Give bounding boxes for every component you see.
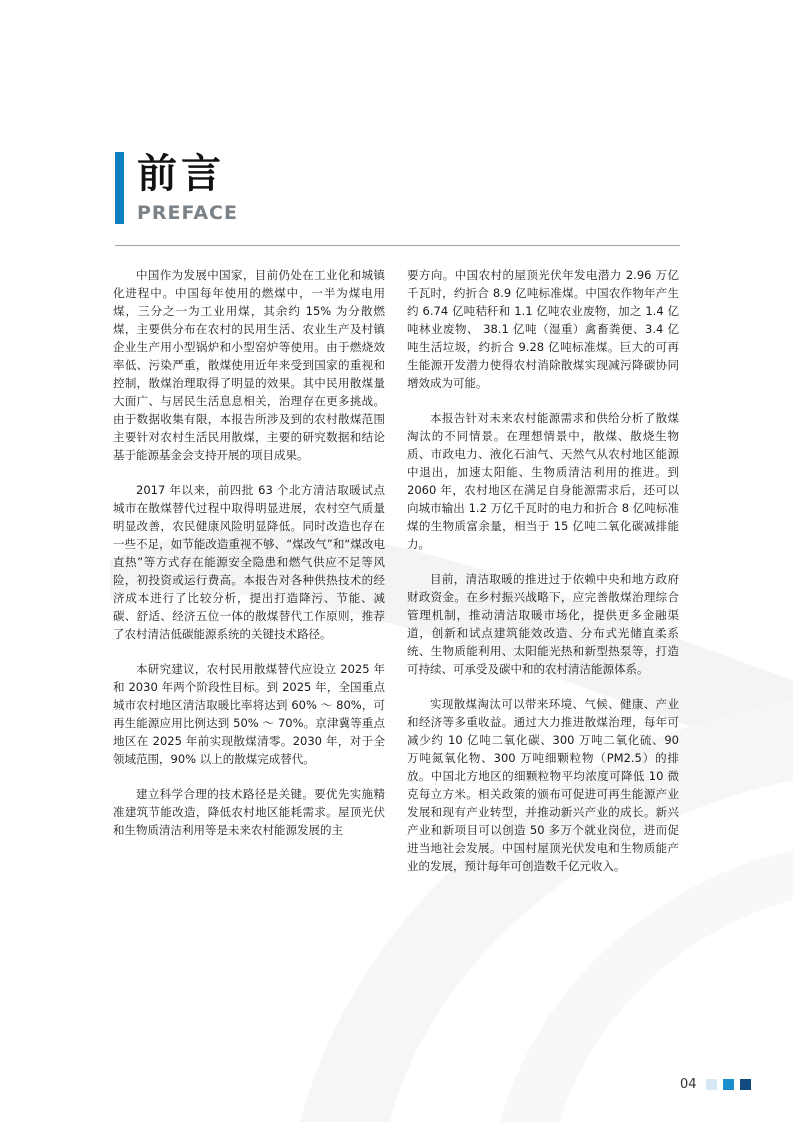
paragraph: 实现散煤淘汰可以带来环境、气候、健康、产业和经济等多重收益。通过大力推进散煤治理，每年可减少约 10 亿吨二氧化碳、300 万吨二氧化硫、90 万吨氮氧化物、300 万吨细颗粒物（PM2.5）的排放。中国北方地区的细颗粒物平均浓度可降低 10 微克每立方米。相关政策的颁布可促进可再生能源产业发展和现有产业转型，并推动新兴产业的成长。新兴产业和新项目可以创造 50 多万个就业岗位，进而促进当地社会发展。中国村屋顶光伏发电和生物质能产业的发展，预计每年可创造数千亿元收入。 (407, 697, 679, 873)
paragraph: 本研究建议，农村民用散煤替代应设立 2025 年和 2030 年两个阶段性目标。到 2025 年，全国重点城市农村地区清洁取暖比率将达到 60% ～ 80%，可再生能源应用比例达到 50% ～ 70%。京津冀等重点地区在 2025 年前实现散煤清零。2030 年，对于全领域范围，90% 以上的散煤完成替代。 (113, 662, 385, 766)
page-title: 前言 (137, 151, 225, 197)
footer-square-light (706, 1079, 717, 1090)
paragraph: 2017 年以来，前四批 63 个北方清洁取暖试点城市在散煤替代过程中取得明显进展，农村空气质量明显改善，农民健康风险明显降低。同时改造也存在一些不足，如节能改造重视不够、“煤改气”和“煤改电直热”等方式存在能源安全隐患和燃气供应不足等风险，初投资或运行费高。本报告对各种供热技术的经济成本进行了比较分析，提出打造降污、节能、减碳、舒适、经济五位一体的散煤替代工作原则，推荐了农村清洁低碳能源系统的关键技术路径。 (113, 483, 385, 641)
footer-square-dark (740, 1079, 751, 1090)
left-column (113, 266, 385, 856)
page-number: 04 (680, 1077, 697, 1092)
footer-square-blue (723, 1079, 734, 1090)
title-accent-bar (115, 152, 124, 224)
page-subtitle: PREFACE (137, 202, 238, 224)
paragraph: 建立科学合理的技术路径是关键。要优先实施精准建筑节能改造，降低农村地区能耗需求。屋顶光伏和生物质清洁利用等是未来农村能源发展的主 (113, 787, 385, 837)
header-divider (115, 245, 680, 246)
paragraph: 要方向。中国农村的屋顶光伏年发电潜力 2.96 万亿千瓦时，约折合 8.9 亿吨标准煤。中国农作物年产生约 6.74 亿吨秸秆和 1.1 亿吨农业废物，加之 1.4 亿吨林业废物、 38.1 亿吨（湿重）禽畜粪便、3.4 亿吨生活垃圾，约折合 9.28 亿吨标准煤。巨大的可再生能源开发潜力使得农村消除散煤实现减污降碳协同增效成为可能。 (407, 268, 679, 390)
paragraph: 中国作为发展中国家，目前仍处在工业化和城镇化进程中。中国每年使用的燃煤中，一半为煤电用煤，三分之一为工业用煤，其余约 15% 为分散燃煤，主要供分布在农村的民用生活、农业生产及村镇企业生产用小型锅炉和小型窑炉等使用。由于燃烧效率低、污染严重，散煤使用近年来受到国家的重视和控制，散煤治理取得了明显的效果。其中民用散煤量大面广、与居民生活息息相关，治理存在更多挑战。由于数据收集有限，本报告所涉及到的农村散煤范围主要针对农村生活民用散煤，主要的研究数据和结论基于能源基金会支持开展的项目成果。 (113, 268, 385, 462)
paragraph: 本报告针对未来农村能源需求和供给分析了散煤淘汰的不同情景。在理想情景中，散煤、散烧生物质、市政电力、液化石油气、天然气从农村地区能源中退出，加速太阳能、生物质清洁利用的推进。到 2060 年，农村地区在满足自身能源需求后，还可以向城市输出 1.2 万亿千瓦时的电力和折合 8 亿吨标准煤的生物质富余量，相当于 15 亿吨二氧化碳减排能力。 (407, 411, 679, 551)
right-column (407, 266, 679, 892)
paragraph: 目前，清洁取暖的推进过于依赖中央和地方政府财政资金。在乡村振兴战略下，应完善散煤治理综合管理机制，推动清洁取暖市场化，提供更多金融渠道，创新和试点建筑能效改造、分布式光储直柔系统、生物质能利用、太阳能光热和新型热泵等，打造可持续、可承受及碳中和的农村清洁能源体系。 (407, 572, 679, 676)
